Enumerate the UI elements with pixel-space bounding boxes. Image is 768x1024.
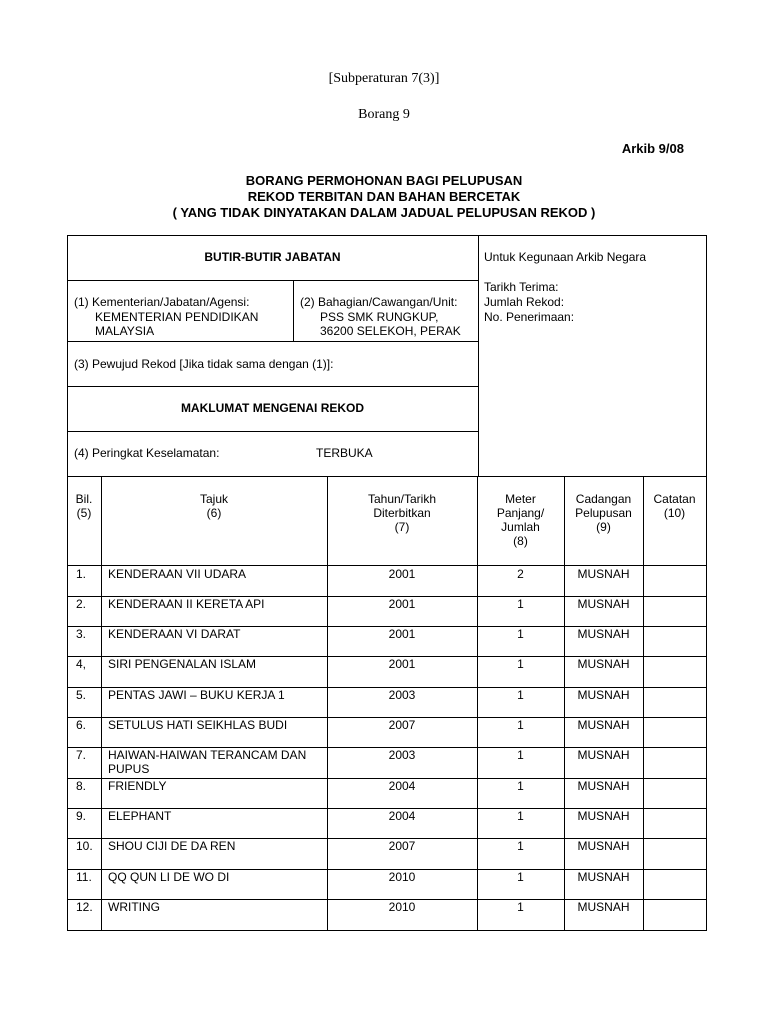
header-disposal: Cadangan Pelupusan (9) — [575, 492, 632, 534]
row-number: 4, — [76, 657, 87, 671]
row-quantity: 1 — [517, 718, 524, 732]
row-year: 2001 — [388, 627, 416, 641]
row-quantity: 1 — [517, 748, 524, 762]
record-creator-label: (3) Pewujud Rekod [Jika tidak sama dengan (1)]: — [74, 357, 334, 371]
header-bil: Bil. (5) — [75, 492, 93, 520]
row-number: 9. — [76, 809, 87, 823]
header-title: Tajuk (6) — [199, 492, 228, 520]
row-quantity: 1 — [517, 597, 524, 611]
row-year: 2007 — [388, 839, 416, 853]
row-title: SETULUS HATI SEIKHLAS BUDI — [108, 718, 288, 732]
row-year: 2007 — [388, 718, 416, 732]
security-level-value: TERBUKA — [316, 446, 373, 460]
archive-use-heading: Untuk Kegunaan Arkib Negara — [484, 250, 647, 264]
row-quantity: 1 — [517, 657, 524, 671]
receipt-number-label: No. Penerimaan: — [484, 310, 575, 324]
row-number: 6. — [76, 718, 87, 732]
form-title-line3: ( YANG TIDAK DINYATAKAN DALAM JADUAL PELUPUSAN REKOD ) — [172, 205, 596, 220]
row-year: 2010 — [388, 870, 416, 884]
row-disposal: MUSNAH — [577, 597, 630, 611]
row-title: KENDERAAN VII UDARA — [108, 567, 247, 581]
row-title: SHOU CIJI DE DA REN — [108, 839, 236, 853]
header-remarks: Catatan (10) — [653, 492, 696, 520]
row-year: 2010 — [388, 900, 416, 914]
row-title: KENDERAAN II KERETA API — [108, 597, 265, 611]
row-disposal: MUSNAH — [577, 839, 630, 853]
row-title: SIRI PENGENALAN ISLAM — [108, 657, 257, 671]
header-quantity: Meter Panjang/ Jumlah (8) — [496, 492, 545, 548]
row-title: PENTAS JAWI – BUKU KERJA 1 — [108, 688, 285, 702]
received-date-label: Tarikh Terima: — [484, 280, 559, 294]
row-year: 2003 — [388, 748, 416, 762]
row-number: 8. — [76, 779, 87, 793]
row-year: 2004 — [388, 809, 416, 823]
row-quantity: 1 — [517, 688, 524, 702]
row-disposal: MUSNAH — [577, 900, 630, 914]
row-disposal: MUSNAH — [577, 657, 630, 671]
division-value: PSS SMK RUNGKUP, 36200 SELEKOH, PERAK — [320, 310, 461, 338]
row-year: 2003 — [388, 688, 416, 702]
row-title: ELEPHANT — [108, 809, 172, 823]
row-title: QQ QUN LI DE WO DI — [108, 870, 230, 884]
ministry-label: (1) Kementerian/Jabatan/Agensi: — [74, 295, 250, 309]
row-year: 2001 — [388, 657, 416, 671]
subregulation-ref: [Subperaturan 7(3)] — [328, 71, 440, 86]
row-disposal: MUSNAH — [577, 718, 630, 732]
row-number: 7. — [76, 748, 87, 762]
form-title-line2: REKOD TERBITAN DAN BAHAN BERCETAK — [247, 189, 521, 204]
row-title: WRITING — [108, 900, 160, 914]
record-count-label: Jumlah Rekod: — [484, 295, 565, 309]
ministry-value: KEMENTERIAN PENDIDIKAN MALAYSIA — [95, 310, 259, 338]
row-quantity: 1 — [517, 870, 524, 884]
header-year: Tahun/Tarikh Diterbitkan (7) — [367, 492, 437, 534]
row-number: 2. — [76, 597, 87, 611]
form-number: Borang 9 — [358, 107, 410, 122]
row-number: 3. — [76, 627, 87, 641]
row-disposal: MUSNAH — [577, 748, 630, 762]
row-number: 11. — [76, 870, 92, 884]
row-year: 2001 — [388, 597, 416, 611]
row-title: FRIENDLY — [108, 779, 167, 793]
row-quantity: 1 — [517, 627, 524, 641]
row-quantity: 1 — [517, 809, 524, 823]
row-quantity: 2 — [517, 567, 524, 581]
row-quantity: 1 — [517, 779, 524, 793]
row-title: HAIWAN-HAIWAN TERANCAM DAN PUPUS — [108, 748, 307, 776]
row-quantity: 1 — [517, 839, 524, 853]
row-disposal: MUSNAH — [577, 627, 630, 641]
row-disposal: MUSNAH — [577, 809, 630, 823]
row-quantity: 1 — [517, 900, 524, 914]
record-info-heading: MAKLUMAT MENGENAI REKOD — [180, 401, 365, 415]
row-number: 10. — [76, 839, 93, 853]
row-disposal: MUSNAH — [577, 779, 630, 793]
row-year: 2004 — [388, 779, 416, 793]
form-title-line1: BORANG PERMOHONAN BAGI PELUPUSAN — [245, 173, 523, 188]
archive-code: Arkib 9/08 — [621, 141, 684, 156]
row-number: 5. — [76, 688, 87, 702]
security-level-label: (4) Peringkat Keselamatan: — [74, 446, 220, 460]
row-number: 1. — [76, 567, 87, 581]
division-label: (2) Bahagian/Cawangan/Unit: — [300, 295, 458, 309]
row-disposal: MUSNAH — [577, 567, 630, 581]
department-heading: BUTIR-BUTIR JABATAN — [204, 250, 341, 264]
row-number: 12. — [76, 900, 93, 914]
row-title: KENDERAAN VI DARAT — [108, 627, 241, 641]
row-disposal: MUSNAH — [577, 870, 630, 884]
row-year: 2001 — [388, 567, 416, 581]
row-disposal: MUSNAH — [577, 688, 630, 702]
